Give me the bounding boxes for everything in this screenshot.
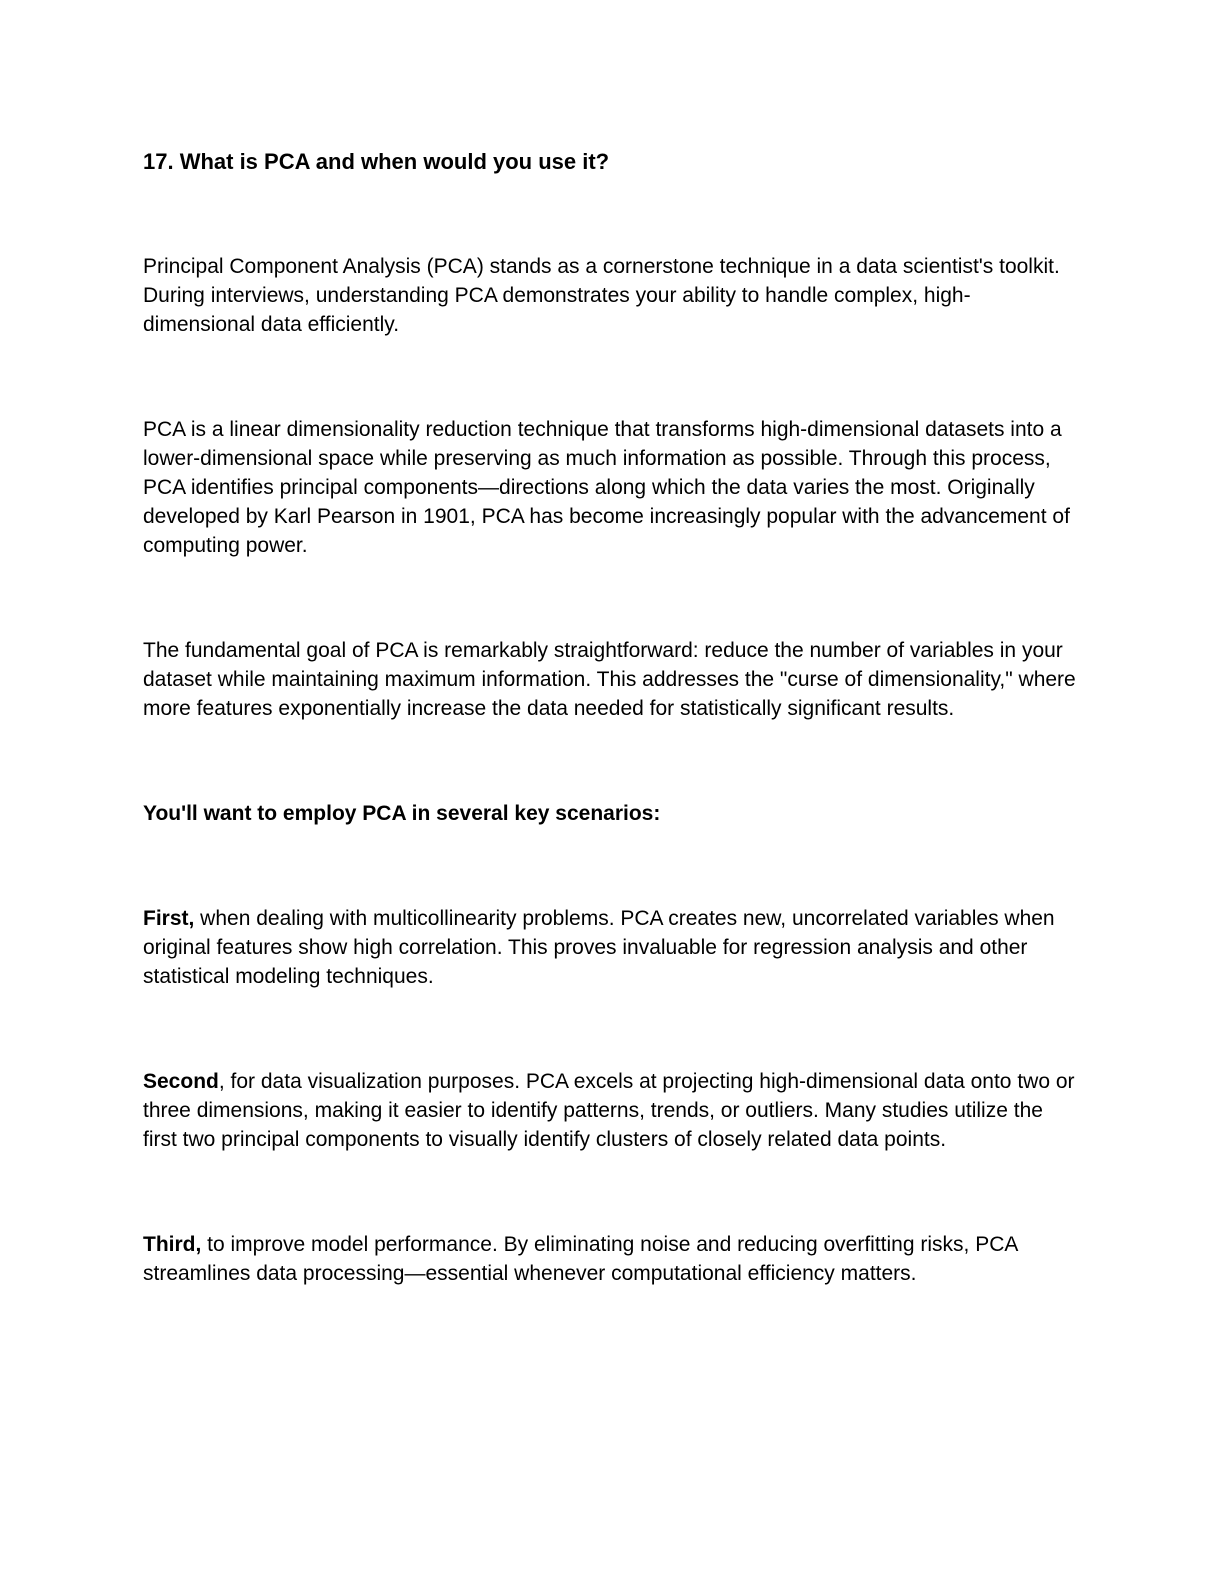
scenario-third-text: to improve model performance. By eliminating noise and reducing overfitting risks, PCA streamlines data processing—essential whenever computational efficiency matters. [143, 1233, 1018, 1285]
scenario-third-paragraph [143, 1230, 1080, 1288]
scenario-second-lead: Second [143, 1070, 219, 1093]
intro-paragraph: Principal Component Analysis (PCA) stands as a cornerstone technique in a data scientist's toolkit. During interviews, understanding PCA demonstrates your ability to handle complex, high-dimensional data efficiently. [143, 255, 1060, 336]
goal-paragraph: The fundamental goal of PCA is remarkably straightforward: reduce the number of variables in your dataset while maintaining maximum information. This addresses the "curse of dimensionality," where more features exponentially increase the data needed for statistically significant results. [143, 639, 1076, 720]
question-heading: 17. What is PCA and when would you use it? [143, 149, 610, 174]
scenario-first-text: when dealing with multicollinearity problems. PCA creates new, uncorrelated variables when original features show high correlation. This proves invaluable for regression analysis and other statistical modeling techniques. [143, 907, 1055, 988]
scenario-third-lead: Third, [143, 1233, 202, 1256]
scenario-first-paragraph [143, 904, 1080, 991]
scenario-second-text: , for data visualization purposes. PCA excels at projecting high-dimensional data onto two or three dimensions, making it easier to identify patterns, trends, or outliers. Many studies utilize the first two principal components to visually identify clusters of closely related data points. [143, 1070, 1075, 1151]
scenario-first-lead: First, [143, 907, 195, 930]
scenario-second-paragraph [143, 1067, 1080, 1154]
scenarios-subheading: You'll want to employ PCA in several key scenarios: [143, 802, 661, 825]
definition-paragraph: PCA is a linear dimensionality reduction technique that transforms high-dimensional datasets into a lower-dimensional space while preserving as much information as possible. Through this process, PCA identifies principal components—directions along which the data varies the most. Originally developed by Karl Pearson in 1901, PCA has become increasingly popular with the advancement of computing power. [143, 418, 1070, 557]
